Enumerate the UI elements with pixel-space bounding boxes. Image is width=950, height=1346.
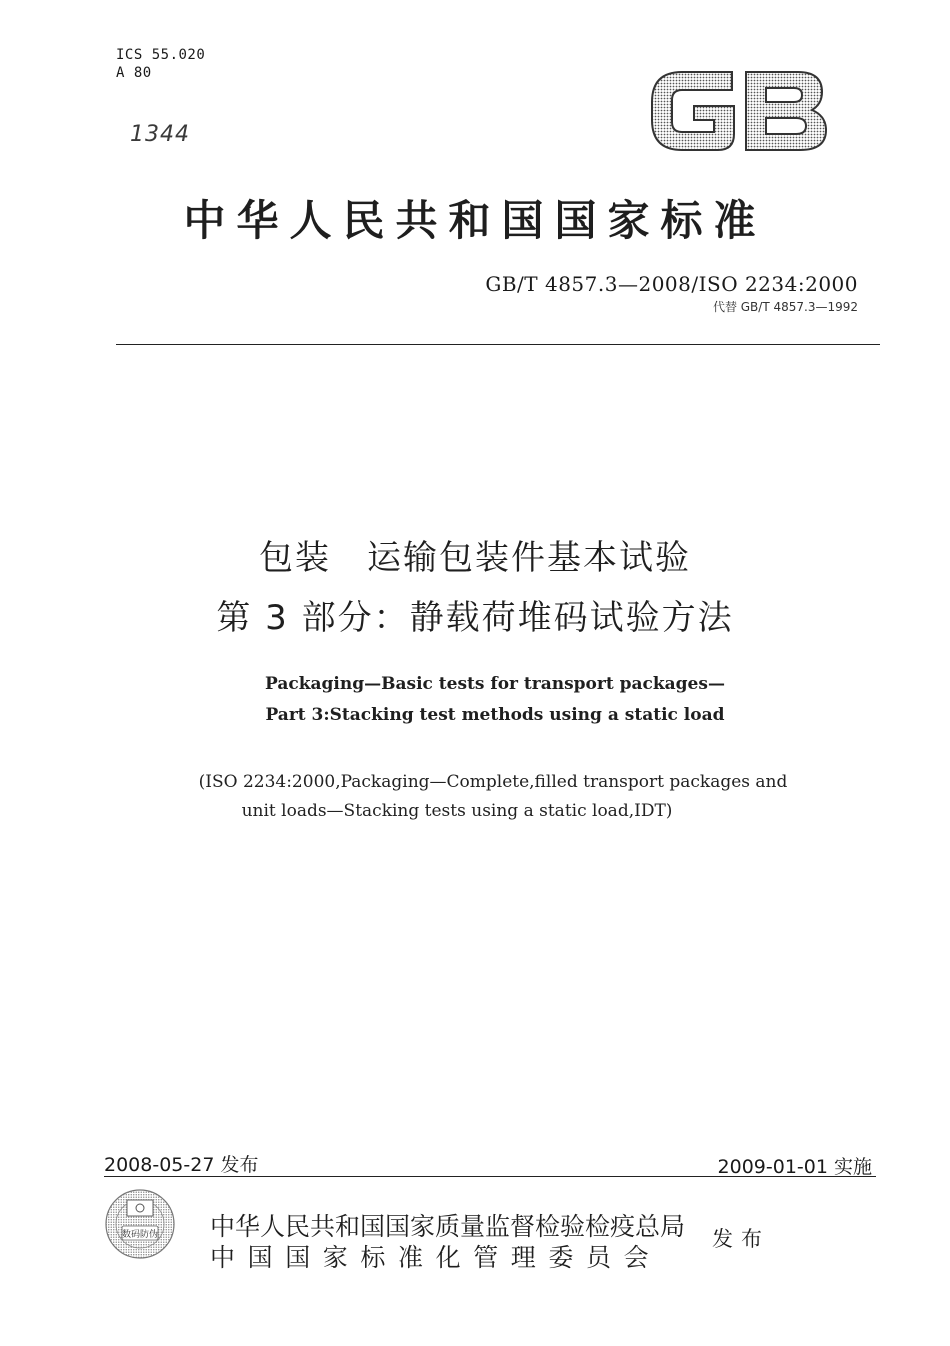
ics-code: ICS 55.020 — [116, 47, 206, 63]
implementation-date: 2009-01-01 实施 — [717, 1156, 872, 1178]
chinese-title-line-1: 包装 运输包装件基本试验 — [259, 538, 691, 578]
issuer-line-2: 中国国家标准化管理委员会 — [210, 1243, 662, 1272]
footer-divider — [104, 1176, 876, 1177]
ccs-code: A 80 — [116, 65, 152, 81]
standard-category-title: 中华人民共和国国家标准 — [183, 196, 767, 245]
ics-classification — [116, 46, 205, 82]
replaces-standard: 代替 GB/T 4857.3—1992 — [712, 300, 858, 314]
seal-label: 数码防伪 — [121, 1230, 159, 1240]
iso-reference-line-1: (ISO 2234:2000,Packaging—Complete,filled transport packages and — [198, 772, 788, 792]
english-title-line-1: Packaging—Basic tests for transport packages— — [265, 674, 725, 694]
issue-date: 2008-05-27 发布 — [104, 1154, 259, 1176]
publish-label: 发布 — [712, 1227, 770, 1251]
standard-number: GB/T 4857.3—2008/ISO 2234:2000 — [485, 272, 858, 296]
iso-reference-line-2: unit loads—Stacking tests using a static load,IDT) — [241, 801, 673, 821]
chinese-title-line-2: 第 3 部分：静载荷堆码试验方法 — [216, 598, 734, 638]
english-title-line-2: Part 3:Stacking test methods using a static load — [265, 705, 725, 725]
handwritten-note: 1344 — [130, 122, 190, 147]
issuer-line-1: 中华人民共和国国家质量监督检验检疫总局 — [210, 1212, 686, 1241]
anti-counterfeit-seal-icon — [100, 1186, 180, 1266]
header-divider — [116, 344, 880, 345]
gb-logo-icon — [648, 64, 832, 156]
